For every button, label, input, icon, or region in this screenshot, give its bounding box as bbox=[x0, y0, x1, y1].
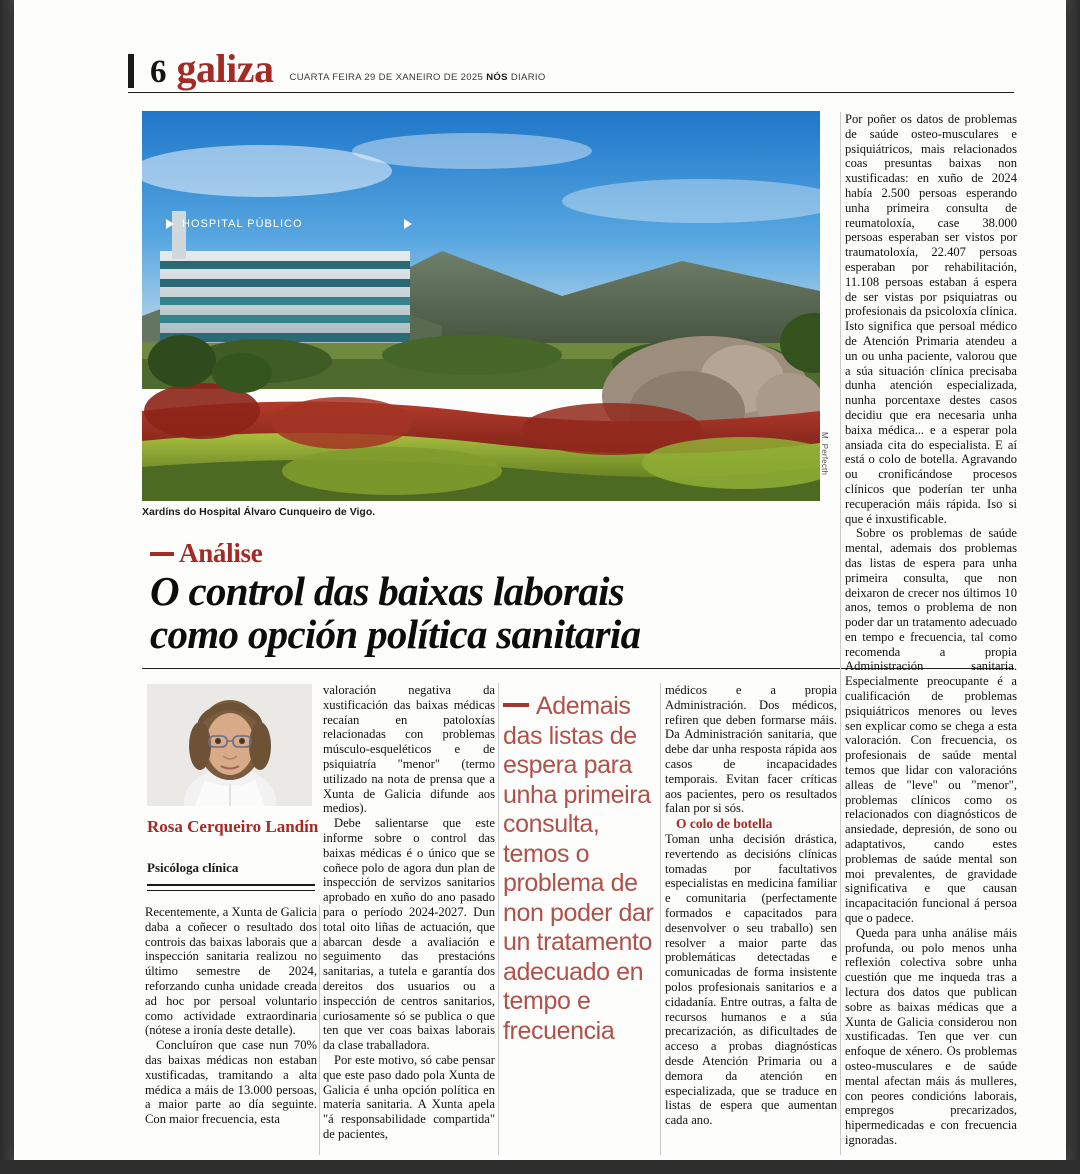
column-divider bbox=[840, 112, 841, 1155]
masthead-date bbox=[289, 72, 545, 83]
pullquote-dash-icon bbox=[503, 703, 529, 707]
page-bottom-shadow bbox=[0, 1160, 1080, 1174]
masthead-date-suffix: DIARIO bbox=[507, 72, 546, 83]
article-kicker bbox=[150, 538, 262, 569]
newspaper-page bbox=[14, 0, 1066, 1160]
author-divider bbox=[147, 884, 315, 891]
publication-name: NÓS bbox=[486, 72, 508, 83]
section-title: galiza bbox=[176, 46, 274, 91]
author-portrait bbox=[147, 684, 312, 806]
kicker-dash-icon bbox=[150, 552, 174, 556]
pull-quote bbox=[503, 692, 661, 1046]
section-subhead: O colo de botella bbox=[676, 816, 773, 832]
page-number: 6 bbox=[150, 53, 167, 90]
body-column-4 bbox=[665, 683, 837, 1128]
paragraph: valoración negativa da xustificación das baixas médicas recaían en patoloxías relacionadas con problemas músculo-esqueléticos e de psiquiatría "menor" (termo utilizado na nota de prensa que a Xunta de Galicia difunde aos medios). bbox=[323, 683, 495, 816]
body-column-1 bbox=[145, 905, 317, 1127]
body-column-2 bbox=[323, 683, 495, 1142]
masthead bbox=[128, 44, 1014, 91]
pullquote-text: Ademais das listas de espera para unha primeira consulta, temos o problema de non poder dar un tratamento adecuado en tempo e frecuencia bbox=[503, 692, 654, 1045]
author-role: Psicóloga clínica bbox=[147, 860, 239, 875]
paragraph: Sobre os problemas de saúde mental, ademais dos problemas das listas de espera para unha primeira consulta, que non deixaron de crecer nos últimos 10 anos, temos o problema de non poder dar un tratamento adecuado en tempo e frecuencia, tal como recomenda a propia Administración sanitaria. Especialmente preocupante é a cualificación de problemas psiquiátricos menores ou leves sen explicar como se chega a esta valoración. Con frecuencia, os profesionais de saúde mental temos que lidar con valoracións alleas de "leve" ou "menor", problemas clínicos como os relacionados con diagnósticos de ansiedade, depresión, de sono ou adaptativos, cando estes problemas de saúde mental son moi prevalentes, de gravidade significativa e que causan incapacitación funcional á persoa que o padece. bbox=[845, 526, 1017, 926]
hero-photo-image bbox=[142, 111, 820, 501]
page-left-gutter bbox=[0, 0, 14, 1174]
author-portrait-image bbox=[147, 684, 312, 806]
kicker-label: Análise bbox=[179, 538, 263, 568]
hero-caption: Xardíns do Hospital Álvaro Cunqueiro de Vigo. bbox=[142, 506, 376, 518]
paragraph: Toman unha decisión drástica, revertendo as decisións clínicas tomadas por facultativos especialistas en medicina familiar e comunitaria (perfectamente formados e capacitados para desenvolver o seu traballo) sen resolver a maior parte das problemáticas detectadas e comunicadas de forma insistente polos profesionais sanitarios e a cidadanía. Entre outras, a falta de recursos humanos e a súa precarización, as dificultades de acceso a probas diagnósticas desde Atención Primaria ou a demora da atención en especializada, que se traduce en listas de espera que aumentan cada ano. bbox=[665, 832, 837, 1128]
paragraph: Por poñer os datos de problemas de saúde osteo-musculares e psiquiátricos, mais relacionados coas presuntas baixas non xustificadas: en xuño de 2024 había 2.500 persoas esperando unha primeira consulta de reumatoloxía, case 38.000 persoas esperaban ser vistos por traumatoloxía, 22.407 persoas esperaban por rehabilitación, 11.108 persoas estaban á espera de ser vistas por psiquiatras ou profesionais da psicoloxía clínica. Isto significa que persoal médico de Atención Primaria atendeu a un ou unha paciente, valorou que a súa situación clínica precisaba dunha atención especializada, nunha porcentaxe destes casos decidiu que era necesaria unha baixa médica... e a esperar pola ansiada cita do especialista. E aí está o colo de botella. Agravando ou cronificándose procesos clínicos que poderían ter unha recuperación máis rápida. Iso si que é inxustificable. bbox=[845, 112, 1017, 526]
headline-line-1: O control das baixas laborais bbox=[150, 568, 625, 614]
paragraph: Por este motivo, só cabe pensar que este paso dado pola Xunta de Galicia é unha opción política en materia sanitaria. A Xunta apela "á responsabilidade compartida" de pacientes, bbox=[323, 1052, 495, 1141]
photo-credit: M. Perfecth bbox=[820, 432, 829, 476]
paragraph: médicos e a propia Administración. Dos médicos, refiren que deben formarse máis. Da Administración sanitaria, que debe dar unha resposta rápida aos casos de incapacidades temporais. Evitan facer críticas aos pacientes, pero os resultados falan por si sós. bbox=[665, 683, 837, 816]
article-headline bbox=[150, 570, 790, 655]
paragraph: Concluíron que case nun 70% das baixas médicas non estaban xustificadas, tramitando a alta médica a máis de 13.000 persoas, a maior parte ao día seguinte. Con maior frecuencia, esta bbox=[145, 1038, 317, 1127]
paragraph: Debe salientarse que este informe sobre o control das baixas médicas é o único que se coñece polo de agora dun plan de inspección de servizos sanitarios aprobado en xuño do ano pasado para o período 2024-2027. Dun total oito liñas de actuación, que abarcan desde a avaliación e seguimento das prestacións sanitarias, a tutela e garantía dos dereitos dos usuarios ou a inspección de centros sanitarios, curiosamente só se publica o que ten que ver coas baixas laborais da clase traballadora. bbox=[323, 816, 495, 1053]
masthead-divider bbox=[128, 92, 1014, 93]
page-right-gutter bbox=[1066, 0, 1080, 1174]
masthead-bar-icon bbox=[128, 54, 134, 88]
column-divider bbox=[319, 905, 320, 1155]
masthead-date-text: CUARTA FEIRA 29 DE XANEIRO DE 2025 bbox=[289, 72, 487, 83]
column-divider bbox=[498, 683, 499, 1155]
author-name: Rosa Cerqueiro Landín bbox=[147, 817, 319, 836]
headline-line-2: como opción política sanitaria bbox=[150, 610, 641, 657]
svg-text:HOSPITAL PÚBLICO: HOSPITAL PÚBLICO bbox=[182, 218, 303, 230]
hero-photo bbox=[142, 111, 820, 501]
paragraph: Recentemente, a Xunta de Galicia daba a coñecer o resultado dos controis das baixas laborais que a inspección sanitaria realizou no último semestre de 2024, reforzando cunha unidade creada ad hoc por persoal voluntario como actividade extraordinaria (nótese a ironía deste detalle). bbox=[145, 905, 317, 1038]
body-column-5 bbox=[845, 112, 1017, 1148]
paragraph: Queda para unha análise máis profunda, ou polo menos unha reflexión colectiva sobre unha cuestión que me inqueda tras a lectura dos datos que publican sobre as baixas médicas que a Xunta de Galicia considerou non xustificadas. Ten que ver cun enfoque de xénero. Os problemas osteo-musculares e de saúde mental afectan máis ás mulleres, con peores condicións laborais, empregos precarizados, hipermedicadas e con frecuencia ignoradas. bbox=[845, 925, 1017, 1147]
